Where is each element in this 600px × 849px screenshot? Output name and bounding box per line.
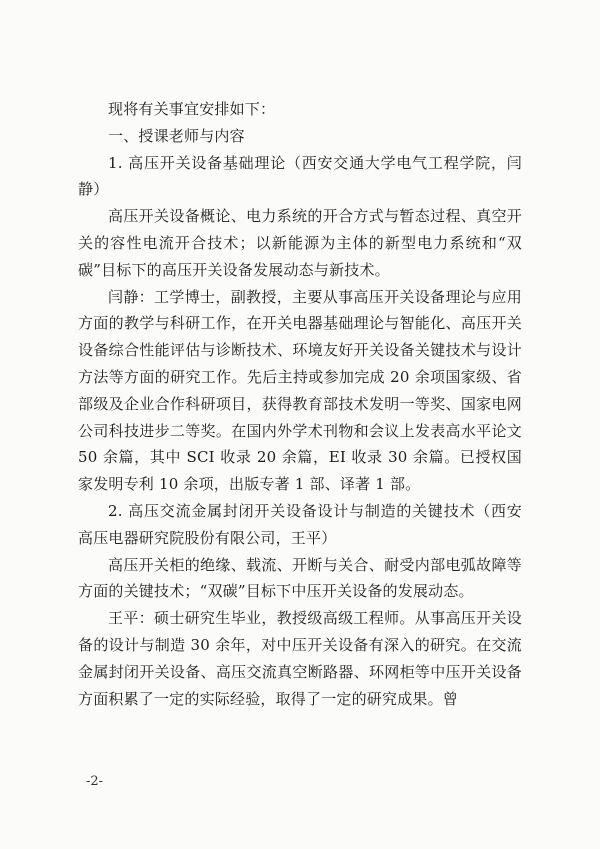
course-1-title: 1. 高压开关设备基础理论（西安交通大学电气工程学院，闫静） bbox=[78, 153, 522, 199]
document-body bbox=[78, 96, 522, 712]
course-2-content: 高压开关柜的绝缘、载流、开断与关合、耐受内部电弧故障等方面的关键技术；“双碳”目标下中压开关设备的发展动态。 bbox=[78, 555, 522, 601]
teacher-2-bio: 王平：硕士研究生毕业，教授级高级工程师。从事高压开关设备的设计与制造 30 余年，对中压开关设备有深入的研究。在交流金属封闭开关设备、高压交流真空断路器、环网柜等中压开关设备方面积累了一定的实际经验，取得了一定的研究成果。曾 bbox=[78, 609, 522, 708]
course-2-title: 2. 高压交流金属封闭开关设备设计与制造的关键技术（西安高压电器研究院股份有限公司，王平） bbox=[78, 501, 522, 547]
course-1-content: 高压开关设备概论、电力系统的开合方式与暂态过程、真空开关的容性电流开合技术；以新能源为主体的新型电力系统和“双碳”目标下的高压开关设备发展动态与新技术。 bbox=[78, 207, 522, 279]
teacher-1-bio: 闫静：工学博士，副教授，主要从事高压开关设备理论与应用方面的教学与科研工作，在开关电器基础理论与智能化、高压开关设备综合性能评估与诊断技术、环境友好开关设备关键技术与设计方法等方面的研究工作。先后主持或参加完成 20 余项国家级、省部级及企业合作科研项目，获得教育部技术发明一等奖、国家电网公司科技进步二等奖。在国内外学术刊物和会议上发表高水平论文 50 余篇，其中 SCI 收录 20 余篇，EI 收录 30 余篇。已授权国家发明专利 10 余项，出版专著 1 部、译著 1 部。 bbox=[78, 287, 522, 494]
page-number: -2- bbox=[86, 774, 104, 789]
section-heading-teachers: 一、授课老师与内容 bbox=[108, 126, 245, 145]
intro-line: 现将有关事宜安排如下： bbox=[108, 100, 276, 118]
